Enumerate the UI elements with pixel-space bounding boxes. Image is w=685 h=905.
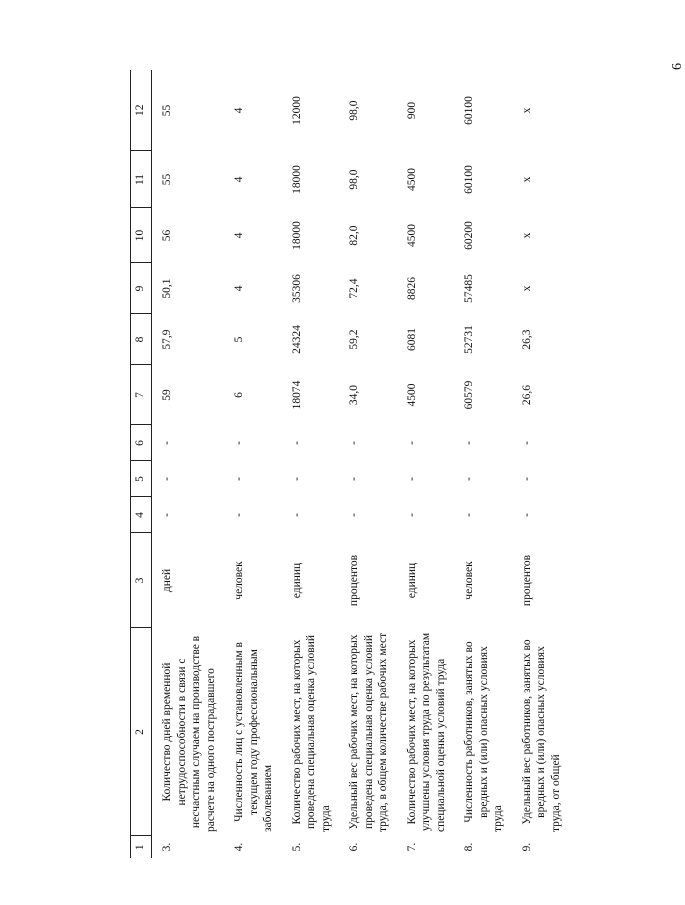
value-col-10: 18000 bbox=[290, 221, 303, 250]
indicator-name: Удельный вес работников, занятых во вредных и (или) опасных условиях труда, от общей bbox=[520, 639, 562, 832]
value-col-6: - bbox=[161, 441, 173, 445]
value-col-10: 4500 bbox=[405, 224, 418, 247]
row-number: 8. bbox=[463, 842, 475, 852]
value-col-6: - bbox=[290, 441, 303, 445]
value-col-7: 4500 bbox=[405, 383, 418, 407]
value-col-8: 52731 bbox=[463, 325, 475, 354]
value-col-5: - bbox=[348, 477, 360, 481]
indicator-name: Численность лиц с установленным в текущем году профессиональным заболеванием bbox=[233, 642, 274, 832]
unit-of-measure: человек bbox=[233, 561, 245, 600]
row-number: 9. bbox=[520, 842, 533, 852]
value-col-6: - bbox=[348, 441, 360, 445]
value-col-9: 57485 bbox=[463, 274, 475, 303]
value-col-11: 4 bbox=[233, 176, 245, 183]
value-col-8: 5 bbox=[233, 336, 245, 343]
value-col-11: 60100 bbox=[463, 165, 475, 194]
value-col-8: 24324 bbox=[290, 325, 303, 354]
column-header: 5 bbox=[131, 461, 152, 497]
value-col-11: 4500 bbox=[405, 168, 418, 191]
value-col-10: 4 bbox=[233, 232, 245, 239]
table-row bbox=[152, 70, 225, 858]
row-number: 3. bbox=[161, 842, 173, 852]
unit-of-measure: дней bbox=[161, 568, 173, 593]
value-col-5: - bbox=[463, 477, 475, 481]
value-col-5: - bbox=[290, 477, 303, 481]
value-col-7: 34,0 bbox=[348, 384, 360, 406]
column-header: 6 bbox=[131, 425, 152, 461]
page-number: 6 bbox=[670, 63, 685, 70]
value-col-12: 900 bbox=[405, 101, 418, 120]
value-col-4: - bbox=[161, 513, 173, 517]
column-header: 12 bbox=[131, 70, 152, 151]
value-col-7: 59 bbox=[161, 389, 173, 401]
row-number: 5. bbox=[290, 842, 303, 852]
value-col-11: x bbox=[520, 176, 533, 183]
value-col-6: - bbox=[233, 441, 245, 445]
row-number: 7. bbox=[405, 842, 418, 852]
value-col-11: 18000 bbox=[290, 165, 303, 194]
column-header: 10 bbox=[131, 208, 152, 263]
indicator-name: Количество рабочих мест, на которых улучшены условия труда по результатам специальной оценки условий труда bbox=[405, 632, 447, 832]
value-col-8: 26,3 bbox=[520, 329, 533, 350]
column-header: 2 bbox=[131, 628, 152, 836]
value-col-12: 98,0 bbox=[348, 100, 360, 121]
value-col-4: - bbox=[520, 513, 533, 517]
value-col-12: 55 bbox=[161, 104, 173, 117]
column-header: 11 bbox=[131, 151, 152, 208]
value-col-9: 35306 bbox=[290, 274, 303, 303]
row-number: 6. bbox=[348, 842, 360, 852]
value-col-8: 57,9 bbox=[161, 329, 173, 350]
value-col-5: - bbox=[520, 477, 533, 481]
rotated-page-content bbox=[130, 58, 630, 858]
table-row bbox=[512, 70, 570, 858]
value-col-9: x bbox=[520, 285, 533, 292]
value-col-10: 82,0 bbox=[348, 225, 360, 246]
table-row bbox=[454, 70, 512, 858]
value-col-12: 12000 bbox=[290, 96, 303, 125]
value-col-12: 4 bbox=[233, 107, 245, 114]
column-header: 9 bbox=[131, 263, 152, 314]
value-col-8: 59,2 bbox=[348, 329, 360, 350]
indicator-name: Количество дней временной нетрудоспособности в связи с несчастным случаем на производстве в расчете на одного пострадавшего bbox=[161, 635, 217, 832]
indicator-name: Численность работников, занятых во вредных и (или) опасных условиях труда bbox=[463, 641, 504, 832]
value-col-4: - bbox=[233, 513, 245, 517]
value-col-5: - bbox=[233, 477, 245, 481]
indicators-table bbox=[130, 70, 569, 858]
column-number-header-row bbox=[131, 70, 152, 858]
value-col-6: - bbox=[405, 441, 418, 445]
value-col-4: - bbox=[348, 513, 360, 517]
value-col-11: 98,0 bbox=[348, 169, 360, 190]
value-col-9: 4 bbox=[233, 285, 245, 292]
column-header: 4 bbox=[131, 497, 152, 533]
table-row bbox=[224, 70, 282, 858]
value-col-10: x bbox=[520, 232, 533, 239]
value-col-7: 26,6 bbox=[520, 384, 533, 406]
column-header: 1 bbox=[131, 836, 152, 858]
column-header: 7 bbox=[131, 365, 152, 425]
value-col-4: - bbox=[290, 513, 303, 517]
unit-of-measure: процентов bbox=[520, 554, 533, 607]
value-col-4: - bbox=[463, 513, 475, 517]
value-col-7: 18074 bbox=[290, 380, 303, 410]
unit-of-measure: процентов bbox=[348, 554, 360, 607]
column-header: 8 bbox=[131, 314, 152, 365]
value-col-9: 50,1 bbox=[161, 278, 173, 299]
unit-of-measure: человек bbox=[463, 561, 475, 600]
value-col-8: 6081 bbox=[405, 328, 418, 351]
value-col-7: 60579 bbox=[463, 380, 475, 410]
value-col-10: 56 bbox=[161, 229, 173, 242]
table-row bbox=[397, 70, 455, 858]
value-col-6: - bbox=[463, 441, 475, 445]
indicator-name: Удельный вес рабочих мест, на которых проведена специальная оценка условий труда, в общем количестве рабочих мест bbox=[348, 632, 389, 832]
value-col-12: x bbox=[520, 107, 533, 114]
column-header: 3 bbox=[131, 533, 152, 628]
value-col-4: - bbox=[405, 513, 418, 517]
unit-of-measure: единиц bbox=[290, 562, 303, 599]
value-col-9: 8826 bbox=[405, 277, 418, 300]
value-col-6: - bbox=[520, 441, 533, 445]
value-col-12: 60100 bbox=[463, 96, 475, 125]
value-col-7: 6 bbox=[233, 392, 245, 398]
value-col-11: 55 bbox=[161, 173, 173, 186]
value-col-10: 60200 bbox=[463, 221, 475, 250]
value-col-5: - bbox=[405, 477, 418, 481]
table-body bbox=[152, 70, 570, 858]
table-row bbox=[339, 70, 397, 858]
unit-of-measure: единиц bbox=[405, 562, 418, 599]
value-col-5: - bbox=[161, 477, 173, 481]
indicator-name: Количество рабочих мест, на которых проведена специальная оценка условий труда bbox=[290, 635, 332, 832]
value-col-9: 72,4 bbox=[348, 278, 360, 299]
table-row bbox=[282, 70, 340, 858]
row-number: 4. bbox=[233, 842, 245, 852]
